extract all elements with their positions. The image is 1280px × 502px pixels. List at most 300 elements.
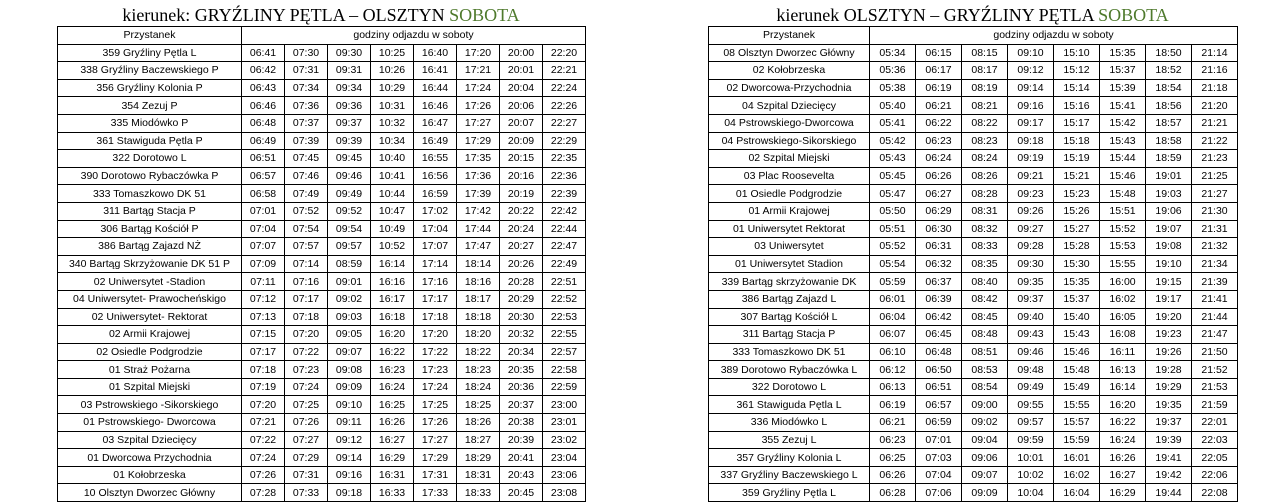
departure-time: 09:46	[328, 167, 371, 185]
departure-time: 22:08	[1192, 484, 1238, 502]
departure-time: 22:21	[543, 62, 586, 80]
departure-time: 23:01	[543, 414, 586, 432]
departure-time: 09:46	[1008, 343, 1054, 361]
departure-time: 09:02	[962, 414, 1008, 432]
departure-time: 06:23	[870, 431, 916, 449]
departure-time: 17:07	[414, 238, 457, 256]
departure-time: 05:51	[870, 220, 916, 238]
departure-time: 09:55	[1008, 396, 1054, 414]
stop-name: 02 Uniwersytet- Rektorat	[58, 308, 242, 326]
departure-time: 16:16	[371, 273, 414, 291]
stop-name: 389 Dorotowo Rybaczówka L	[709, 361, 870, 379]
departure-time: 09:48	[1008, 361, 1054, 379]
departure-time: 15:10	[1054, 44, 1100, 62]
departure-time: 20:07	[500, 114, 543, 132]
table-row	[709, 167, 1238, 185]
timetable-body-left	[58, 44, 586, 501]
stop-name: 337 Gryźliny Baczewskiego L	[709, 466, 870, 484]
departure-time: 08:32	[962, 220, 1008, 238]
table-row	[58, 343, 586, 361]
departure-time: 06:28	[870, 484, 916, 502]
departure-time: 07:49	[285, 185, 328, 203]
departure-time: 16:11	[1100, 343, 1146, 361]
departure-time: 08:59	[328, 255, 371, 273]
departure-time: 23:00	[543, 396, 586, 414]
departure-time: 16:27	[371, 431, 414, 449]
departure-time: 18:17	[457, 290, 500, 308]
departure-time: 16:01	[1054, 449, 1100, 467]
stop-name: 390 Dorotowo Rybaczówka P	[58, 167, 242, 185]
departure-time: 06:22	[916, 114, 962, 132]
departure-time: 10:02	[1008, 466, 1054, 484]
table-row	[58, 290, 586, 308]
departure-time: 17:20	[457, 44, 500, 62]
departure-time: 15:59	[1054, 431, 1100, 449]
departure-time: 19:42	[1146, 466, 1192, 484]
departure-time: 21:59	[1192, 396, 1238, 414]
departure-time: 15:57	[1054, 414, 1100, 432]
departure-time: 06:46	[242, 97, 285, 115]
departure-time: 06:51	[242, 150, 285, 168]
departure-time: 06:37	[916, 273, 962, 291]
departure-time: 15:19	[1054, 150, 1100, 168]
departure-time: 20:27	[500, 238, 543, 256]
heading-direction: kierunek: GRYŹLINY PĘTLA – OLSZTYN	[122, 5, 445, 25]
departure-time: 18:24	[457, 378, 500, 396]
departure-time: 19:29	[1146, 378, 1192, 396]
departure-time: 16:20	[1100, 396, 1146, 414]
departure-time: 22:03	[1192, 431, 1238, 449]
departure-time: 09:30	[1008, 255, 1054, 273]
departure-time: 09:00	[962, 396, 1008, 414]
departure-time: 07:28	[242, 484, 285, 502]
departure-time: 05:47	[870, 185, 916, 203]
departure-time: 09:07	[328, 343, 371, 361]
departure-time: 21:34	[1192, 255, 1238, 273]
departure-time: 08:17	[962, 62, 1008, 80]
departure-time: 21:16	[1192, 62, 1238, 80]
stop-name: 01 Uniwersytet Rektorat	[709, 220, 870, 238]
departure-time: 05:38	[870, 79, 916, 97]
departure-time: 05:54	[870, 255, 916, 273]
departure-time: 10:44	[371, 185, 414, 203]
departure-time: 07:21	[242, 414, 285, 432]
departure-time: 09:05	[328, 326, 371, 344]
timetable-heading-right	[708, 4, 1237, 26]
departure-time: 07:36	[285, 97, 328, 115]
departure-time: 09:01	[328, 273, 371, 291]
departure-time: 07:29	[285, 449, 328, 467]
departure-time: 16:25	[371, 396, 414, 414]
departure-time: 15:12	[1054, 62, 1100, 80]
departure-time: 16:47	[414, 114, 457, 132]
table-row	[709, 273, 1238, 291]
departure-time: 10:26	[371, 62, 414, 80]
departure-time: 15:44	[1100, 150, 1146, 168]
stop-name: 361 Stawiguda Pętla P	[58, 132, 242, 150]
departure-time: 19:39	[1146, 431, 1192, 449]
departure-time: 15:35	[1100, 44, 1146, 62]
table-row	[58, 396, 586, 414]
departure-time: 20:43	[500, 466, 543, 484]
departure-time: 18:31	[457, 466, 500, 484]
departure-time: 21:47	[1192, 326, 1238, 344]
departure-time: 06:01	[870, 290, 916, 308]
departure-time: 07:12	[242, 290, 285, 308]
table-row	[709, 449, 1238, 467]
departure-time: 22:57	[543, 343, 586, 361]
departure-time: 21:41	[1192, 290, 1238, 308]
departure-time: 18:16	[457, 273, 500, 291]
departure-time: 09:16	[1008, 97, 1054, 115]
departure-time: 06:27	[916, 185, 962, 203]
table-row	[709, 396, 1238, 414]
table-row	[709, 97, 1238, 115]
departure-time: 06:32	[916, 255, 962, 273]
timetable-left	[57, 26, 586, 502]
table-row	[709, 466, 1238, 484]
departure-time: 09:37	[1008, 290, 1054, 308]
departure-time: 21:31	[1192, 220, 1238, 238]
stop-name: 04 Pstrowskiego-Sikorskiego	[709, 132, 870, 150]
timetable-heading-left	[57, 4, 585, 26]
departure-time: 15:14	[1054, 79, 1100, 97]
departure-time: 10:47	[371, 202, 414, 220]
departure-time: 19:35	[1146, 396, 1192, 414]
departure-time: 18:26	[457, 414, 500, 432]
departure-time: 18:33	[457, 484, 500, 502]
departure-time: 15:48	[1100, 185, 1146, 203]
departure-time: 08:48	[962, 326, 1008, 344]
departure-time: 20:22	[500, 202, 543, 220]
departure-time: 06:21	[870, 414, 916, 432]
departure-time: 09:12	[1008, 62, 1054, 80]
departure-time: 08:26	[962, 167, 1008, 185]
departure-time: 16:26	[371, 414, 414, 432]
departure-time: 06:21	[916, 97, 962, 115]
departure-time: 05:43	[870, 150, 916, 168]
departure-time: 20:34	[500, 343, 543, 361]
departure-time: 20:26	[500, 255, 543, 273]
departure-time: 07:45	[285, 150, 328, 168]
departure-time: 17:14	[414, 255, 457, 273]
table-row	[58, 361, 586, 379]
departure-time: 15:37	[1054, 290, 1100, 308]
departure-time: 15:42	[1100, 114, 1146, 132]
stop-name: 333 Tomaszkowo DK 51	[709, 343, 870, 361]
table-row	[709, 431, 1238, 449]
table-row	[709, 185, 1238, 203]
departure-time: 05:45	[870, 167, 916, 185]
departure-time: 09:45	[328, 150, 371, 168]
table-row	[709, 238, 1238, 256]
departure-time: 06:50	[916, 361, 962, 379]
stop-name: 386 Bartąg Zajazd NŻ	[58, 238, 242, 256]
departure-time: 09:09	[328, 378, 371, 396]
departure-time: 22:47	[543, 238, 586, 256]
departure-time: 16:14	[1100, 378, 1146, 396]
departure-time: 07:22	[242, 431, 285, 449]
departure-time: 15:43	[1100, 132, 1146, 150]
departure-time: 09:36	[328, 97, 371, 115]
departure-time: 22:52	[543, 290, 586, 308]
departure-time: 06:25	[870, 449, 916, 467]
departure-time: 16:05	[1100, 308, 1146, 326]
departure-time: 17:17	[414, 290, 457, 308]
departure-time: 09:57	[1008, 414, 1054, 432]
departure-time: 07:31	[285, 466, 328, 484]
departure-time: 06:30	[916, 220, 962, 238]
departure-time: 05:59	[870, 273, 916, 291]
departure-time: 06:10	[870, 343, 916, 361]
table-row	[58, 220, 586, 238]
departure-time: 09:18	[328, 484, 371, 502]
departure-time: 17:44	[457, 220, 500, 238]
departure-time: 06:43	[242, 79, 285, 97]
departure-time: 09:14	[328, 449, 371, 467]
departure-time: 17:02	[414, 202, 457, 220]
departure-time: 22:59	[543, 378, 586, 396]
table-row	[58, 238, 586, 256]
departure-time: 22:58	[543, 361, 586, 379]
departure-time: 20:32	[500, 326, 543, 344]
departure-time: 16:24	[1100, 431, 1146, 449]
departure-time: 07:04	[916, 466, 962, 484]
departure-time: 16:26	[1100, 449, 1146, 467]
departure-time: 15:16	[1054, 97, 1100, 115]
stop-name: 357 Gryźliny Kolonia L	[709, 449, 870, 467]
stop-name: 311 Bartąg Stacja P	[58, 202, 242, 220]
table-row	[709, 62, 1238, 80]
departure-time: 10:31	[371, 97, 414, 115]
table-row	[709, 44, 1238, 62]
departure-time: 09:14	[1008, 79, 1054, 97]
departure-time: 07:15	[242, 326, 285, 344]
table-row	[709, 361, 1238, 379]
departure-time: 07:18	[285, 308, 328, 326]
table-row	[709, 220, 1238, 238]
table-row	[58, 150, 586, 168]
departure-time: 21:53	[1192, 378, 1238, 396]
departure-time: 20:36	[500, 378, 543, 396]
departure-time: 07:57	[285, 238, 328, 256]
departure-time: 22:06	[1192, 466, 1238, 484]
departure-time: 16:27	[1100, 466, 1146, 484]
departure-time: 05:50	[870, 202, 916, 220]
departure-time: 10:49	[371, 220, 414, 238]
stop-name: 01 Osiedle Podgrodzie	[709, 185, 870, 203]
departure-time: 09:57	[328, 238, 371, 256]
stop-name: 02 Dworcowa-Przychodnia	[709, 79, 870, 97]
departure-time: 17:25	[414, 396, 457, 414]
departure-time: 21:22	[1192, 132, 1238, 150]
stop-name: 338 Gryźliny Baczewskiego P	[58, 62, 242, 80]
stop-name: 354 Zezuj P	[58, 97, 242, 115]
departure-time: 15:46	[1100, 167, 1146, 185]
departure-time: 22:27	[543, 114, 586, 132]
stop-name: 02 Osiedle Podgrodzie	[58, 343, 242, 361]
departure-time: 20:24	[500, 220, 543, 238]
departure-time: 07:26	[285, 414, 328, 432]
departure-time: 15:35	[1054, 273, 1100, 291]
heading-direction: kierunek OLSZTYN – GRYŹLINY PĘTLA	[776, 5, 1094, 25]
departure-time: 07:11	[242, 273, 285, 291]
departure-time: 10:29	[371, 79, 414, 97]
departure-time: 16:14	[371, 255, 414, 273]
departure-time: 22:35	[543, 150, 586, 168]
departure-time: 06:15	[916, 44, 962, 62]
departure-time: 17:33	[414, 484, 457, 502]
stop-name: 01 Dworcowa Przychodnia	[58, 449, 242, 467]
departure-time: 16:08	[1100, 326, 1146, 344]
departure-time: 20:06	[500, 97, 543, 115]
departure-time: 15:46	[1054, 343, 1100, 361]
departure-time: 09:08	[328, 361, 371, 379]
departure-time: 22:36	[543, 167, 586, 185]
stop-name: 355 Zezuj L	[709, 431, 870, 449]
departure-time: 20:00	[500, 44, 543, 62]
departure-time: 06:26	[870, 466, 916, 484]
departure-time: 07:22	[285, 343, 328, 361]
timetable-right	[708, 26, 1238, 502]
stop-name: 01 Szpital Miejski	[58, 378, 242, 396]
departure-time: 15:21	[1054, 167, 1100, 185]
table-row	[709, 378, 1238, 396]
departure-time: 07:06	[916, 484, 962, 502]
departure-time: 19:06	[1146, 202, 1192, 220]
departure-time: 08:53	[962, 361, 1008, 379]
departure-time: 09:28	[1008, 238, 1054, 256]
table-row	[58, 255, 586, 273]
departure-time: 20:28	[500, 273, 543, 291]
departure-time: 19:03	[1146, 185, 1192, 203]
departure-time: 06:42	[242, 62, 285, 80]
table-row	[709, 414, 1238, 432]
departure-time: 16:04	[1054, 484, 1100, 502]
departure-time: 08:54	[962, 378, 1008, 396]
stop-column-header: Przystanek	[709, 27, 870, 45]
departure-time: 08:42	[962, 290, 1008, 308]
departure-time: 18:14	[457, 255, 500, 273]
departure-time: 07:09	[242, 255, 285, 273]
departure-time: 09:04	[962, 431, 1008, 449]
departure-time: 20:19	[500, 185, 543, 203]
departure-time: 10:25	[371, 44, 414, 62]
table-row	[58, 273, 586, 291]
table-row	[709, 343, 1238, 361]
departure-time: 07:16	[285, 273, 328, 291]
departure-time: 09:06	[962, 449, 1008, 467]
departure-time: 16:40	[414, 44, 457, 62]
departure-time: 05:52	[870, 238, 916, 256]
stop-name: 02 Uniwersytet -Stadion	[58, 273, 242, 291]
stop-name: 322 Dorotowo L	[58, 150, 242, 168]
departure-time: 19:28	[1146, 361, 1192, 379]
stop-name: 01 Straż Pożarna	[58, 361, 242, 379]
departure-time: 15:28	[1054, 238, 1100, 256]
stop-name: 01 Uniwersytet Stadion	[709, 255, 870, 273]
departure-time: 09:43	[1008, 326, 1054, 344]
departure-time: 15:53	[1100, 238, 1146, 256]
departure-time: 17:24	[414, 378, 457, 396]
departure-time: 16:23	[371, 361, 414, 379]
departure-time: 07:07	[242, 238, 285, 256]
departure-time: 07:25	[285, 396, 328, 414]
departure-time: 16:24	[371, 378, 414, 396]
stop-name: 336 Miodówko L	[709, 414, 870, 432]
departure-time: 08:35	[962, 255, 1008, 273]
stop-name: 322 Dorotowo L	[709, 378, 870, 396]
heading-day: SOBOTA	[1098, 5, 1169, 25]
stop-column-header: Przystanek	[58, 27, 242, 45]
departure-time: 07:54	[285, 220, 328, 238]
departure-time: 07:13	[242, 308, 285, 326]
departure-time: 15:51	[1100, 202, 1146, 220]
departure-time: 05:42	[870, 132, 916, 150]
departure-time: 20:29	[500, 290, 543, 308]
table-row	[58, 62, 586, 80]
table-row	[58, 449, 586, 467]
departure-time: 17:29	[414, 449, 457, 467]
departure-time: 15:43	[1054, 326, 1100, 344]
departure-time: 20:04	[500, 79, 543, 97]
departure-time: 22:29	[543, 132, 586, 150]
departure-time: 17:21	[457, 62, 500, 80]
departure-time: 07:17	[285, 290, 328, 308]
departure-time: 20:09	[500, 132, 543, 150]
departure-time: 20:37	[500, 396, 543, 414]
departure-time: 19:15	[1146, 273, 1192, 291]
departure-time: 17:47	[457, 238, 500, 256]
stop-name: 333 Tomaszkowo DK 51	[58, 185, 242, 203]
departure-time: 07:01	[242, 202, 285, 220]
departure-time: 10:04	[1008, 484, 1054, 502]
stop-name: 386 Bartąg Zajazd L	[709, 290, 870, 308]
departure-time: 05:40	[870, 97, 916, 115]
departure-time: 16:56	[414, 167, 457, 185]
departure-time: 22:39	[543, 185, 586, 203]
departure-time: 06:04	[870, 308, 916, 326]
departure-time: 21:14	[1192, 44, 1238, 62]
departure-time: 18:18	[457, 308, 500, 326]
departure-time: 22:51	[543, 273, 586, 291]
departure-time: 07:30	[285, 44, 328, 62]
departure-time: 09:49	[1008, 378, 1054, 396]
departure-time: 09:18	[1008, 132, 1054, 150]
departure-time: 06:26	[916, 167, 962, 185]
departure-time: 07:18	[242, 361, 285, 379]
departure-time: 16:22	[371, 343, 414, 361]
table-row	[709, 79, 1238, 97]
departure-time: 15:26	[1054, 202, 1100, 220]
stop-name: 03 Szpital Dziecięcy	[58, 431, 242, 449]
departure-time: 17:20	[414, 326, 457, 344]
departure-time: 09:17	[1008, 114, 1054, 132]
departure-time: 18:25	[457, 396, 500, 414]
table-row	[709, 202, 1238, 220]
departure-time: 06:24	[916, 150, 962, 168]
table-row	[58, 132, 586, 150]
departure-time: 06:19	[916, 79, 962, 97]
departure-time: 16:49	[414, 132, 457, 150]
stop-name: 311 Bartąg Stacja P	[709, 326, 870, 344]
departure-time: 20:15	[500, 150, 543, 168]
stop-name: 02 Armii Krajowej	[58, 326, 242, 344]
departure-time: 06:07	[870, 326, 916, 344]
stop-name: 01 Pstrowskiego- Dworcowa	[58, 414, 242, 432]
departure-time: 19:08	[1146, 238, 1192, 256]
departure-time: 22:55	[543, 326, 586, 344]
